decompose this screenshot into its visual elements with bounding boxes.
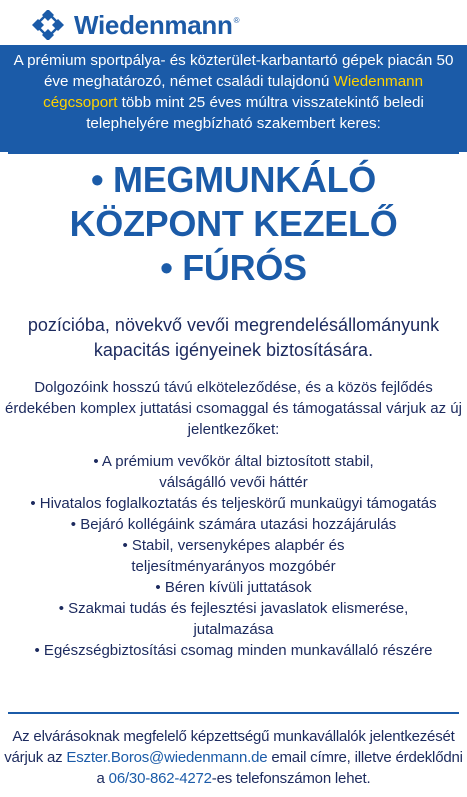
brand-logo bbox=[28, 8, 239, 42]
divider-top bbox=[8, 152, 459, 154]
benefit-item: • Béren kívüli juttatások bbox=[155, 579, 312, 596]
benefits-list bbox=[0, 451, 467, 661]
contact-email-link[interactable]: Eszter.Boros@wiedenmann.de bbox=[66, 749, 268, 766]
company-group-highlight: Wiedenmann cégcsoport bbox=[43, 73, 424, 111]
footer-text-part2: email címre, illetve érdeklődni a bbox=[96, 749, 463, 787]
benefit-item: • A prémium vevőkör által biztosított stabil, válságálló vevői háttér bbox=[93, 453, 374, 491]
contact-footer bbox=[0, 726, 467, 789]
benefit-item: • Stabil, versenyképes alapbér és teljesítményarányos mozgóbér bbox=[122, 537, 345, 575]
footer-text-part3: -es telefonszámon lehet. bbox=[211, 770, 371, 787]
intro-banner bbox=[0, 45, 467, 152]
position-title-2: KÖZPONT KEZELŐ bbox=[69, 203, 398, 244]
benefit-item: • Szakmai tudás és fejlesztési javaslatok elismerése, jutalmazása bbox=[58, 600, 409, 638]
wiedenmann-cross-diamond-icon bbox=[28, 10, 68, 40]
benefits-intro: Dolgozóink hosszú távú elköteleződése, és a közös fejlődés érdekében komplex juttatási csomaggal és támogatással várjuk az új jelentkezőket: bbox=[5, 379, 462, 438]
position-titles bbox=[0, 158, 467, 290]
brand-name: Wiedenmann bbox=[74, 9, 233, 40]
benefit-item: • Bejáró kollégáink számára utazási hozzájárulás bbox=[70, 516, 397, 533]
position-title-3: • FÚRÓS bbox=[160, 247, 307, 288]
benefit-item: • Egészségbiztosítási csomag minden munkavállaló részére bbox=[34, 642, 433, 659]
contact-phone-link[interactable]: 06/30-862-4272 bbox=[108, 770, 212, 787]
registered-mark: ® bbox=[233, 16, 240, 25]
benefit-item: • Hivatalos foglalkoztatás és teljeskörű munkaügyi támogatás bbox=[30, 495, 437, 512]
intro-text-part1: A prémium sportpálya- és közterület-karbantartó gépek piacán 50 éve meghatározó, német családi tulajdonú bbox=[13, 52, 454, 90]
intro-text-part2: több mint 25 éves múltra visszatekintő beledi telephelyére megbízható szakembert keres: bbox=[86, 94, 424, 132]
position-title-1: • MEGMUNKÁLÓ bbox=[91, 159, 376, 200]
position-subtitle: pozícióba, növekvő vevői megrendelésállományunk kapacitás igényeinek biztosítására. bbox=[27, 315, 440, 360]
footer-text-part1: Az elvárásoknak megfelelő képzettségű munkavállalók jelentkezését várjuk az bbox=[4, 728, 455, 766]
divider-bottom bbox=[8, 712, 459, 714]
